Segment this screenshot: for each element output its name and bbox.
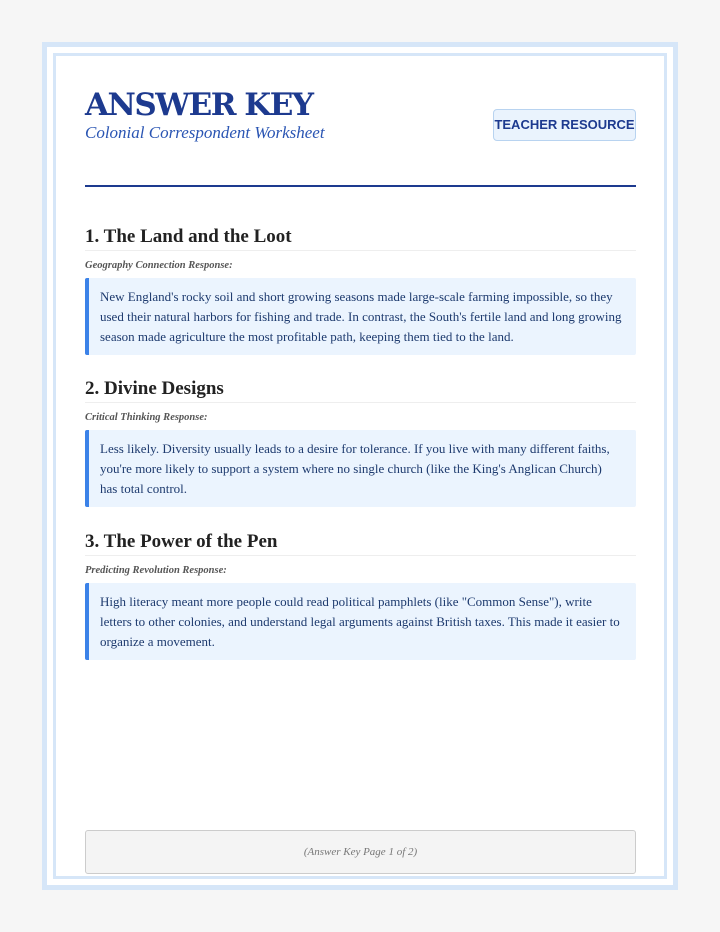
- page-title: ANSWER KEY: [85, 87, 313, 123]
- section-title: 1. The Land and the Loot: [85, 226, 636, 251]
- section-1: [85, 226, 636, 355]
- response-label: Geography Connection Response:: [85, 260, 233, 271]
- section-3: [85, 531, 636, 660]
- page-border-inner: [53, 53, 667, 879]
- page-border-outer: [42, 42, 678, 890]
- answer-box: New England's rocky soil and short growing seasons made large-scale farming impossible, so they used their natural harbors for fishing and trade. In contrast, the South's fertile land and long growing season made agriculture the most profitable path, keeping them tied to the land.: [85, 278, 636, 355]
- answer-box: Less likely. Diversity usually leads to a desire for tolerance. If you live with many different faiths, you're more likely to support a system where no single church (like the King's Anglican Church) has total control.: [85, 430, 636, 507]
- response-label: Predicting Revolution Response:: [85, 565, 227, 576]
- page-header: [85, 85, 636, 187]
- section-title: 3. The Power of the Pen: [85, 531, 636, 556]
- section-2: [85, 378, 636, 507]
- page-footer: (Answer Key Page 1 of 2): [85, 830, 636, 874]
- teacher-resource-badge: TEACHER RESOURCE: [493, 109, 636, 141]
- section-title: 2. Divine Designs: [85, 378, 636, 403]
- answer-box: High literacy meant more people could read political pamphlets (like "Common Sense"), write letters to other colonies, and understand legal arguments against British taxes. This made it easier to organize a movement.: [85, 583, 636, 660]
- response-label: Critical Thinking Response:: [85, 412, 208, 423]
- worksheet-content: [85, 85, 636, 858]
- page-subtitle: Colonial Correspondent Worksheet: [85, 123, 325, 142]
